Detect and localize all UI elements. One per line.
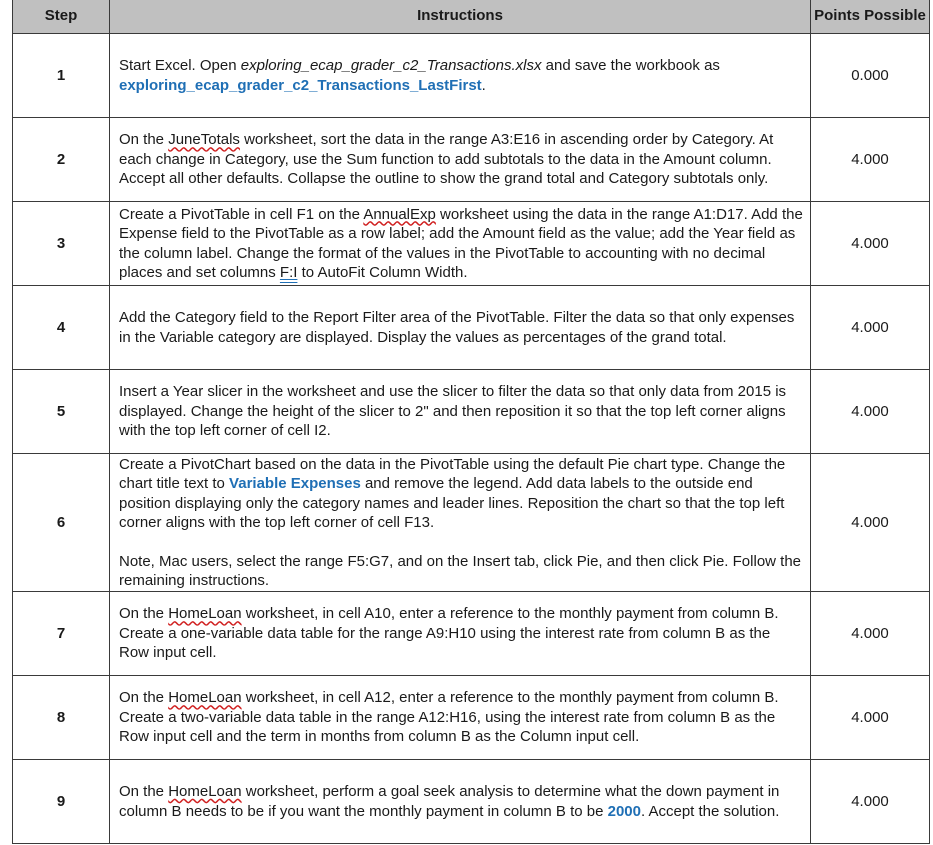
worksheet-name: HomeLoan [168, 783, 242, 800]
instruction-text: worksheet, in cell A12, enter a reference to the monthly payment from column B. Create a two-variable data table in the range A12:H16, using the interest rate from column B as the Row input cell and the term in months from column B as the Column input cell. [119, 689, 779, 746]
points-value: 4.000 [811, 202, 930, 286]
points-value: 4.000 [811, 118, 930, 202]
step-number: 5 [13, 370, 110, 454]
worksheet-name: HomeLoan [168, 605, 242, 623]
step-number: 1 [13, 34, 110, 118]
points-value: 4.000 [811, 676, 930, 760]
instruction-text: Create a PivotChart based on the data in the PivotTable using the default Pie chart type. Change the chart title text to [119, 455, 786, 492]
mac-users-note: Note, Mac users, select the range F5:G7, and on the Insert tab, click Pie, and then click Pie. Follow the remaining instructions. [119, 552, 802, 589]
points-value: 4.000 [811, 454, 930, 592]
worksheet-name: AnnualExp [363, 205, 436, 223]
instruction-text: and remove the legend. Add data labels to the outside end position displaying only the category names and leader lines. Reposition the chart so that the top left corner aligns with the top left corner of cell F13. [119, 475, 785, 531]
target-filename: exploring_ecap_grader_c2_Transactions_LastFirst [119, 76, 482, 94]
goal-seek-target-value: 2000 [607, 802, 641, 820]
instruction-text: worksheet, perform a goal seek analysis to determine what the down payment in column B needs to be if you want the monthly payment in column B to be [119, 783, 780, 820]
table-row-step-1 [13, 34, 930, 118]
header-step: Step [13, 0, 110, 34]
table-row-step-9 [13, 760, 930, 844]
instruction-text: On the [119, 689, 169, 707]
points-value: 0.000 [811, 34, 930, 118]
points-value: 4.000 [811, 760, 930, 844]
instruction-cell [110, 676, 811, 760]
column-range: F:I [279, 264, 298, 281]
instruction-text: worksheet, in cell A10, enter a reference to the monthly payment from column B. Create a one-variable data table for the range A9:H10 using the interest rate from column B as the Row input cell. [119, 605, 779, 662]
step-number: 4 [13, 286, 110, 370]
instruction-text: On the [119, 605, 169, 623]
instruction-cell [110, 286, 811, 370]
step-number: 6 [13, 454, 110, 592]
instruction-text: to AutoFit Column Width. [297, 264, 468, 281]
instruction-cell [110, 454, 811, 592]
step-number: 3 [13, 202, 110, 286]
header-instructions: Instructions [110, 0, 811, 34]
header-row [13, 0, 930, 34]
instruction-text: Create a PivotTable in cell F1 on the [119, 205, 364, 223]
instruction-text: worksheet using the data in the range A1:D17. Add the Expense field to the PivotTable as a row label; add the Amount field as the value; add the Year field as the column label. Change the format of the values in the PivotTable to accounting with no decimal places and set columns [119, 205, 803, 281]
table-row-step-4 [13, 286, 930, 370]
instruction-text: On the [119, 131, 169, 149]
instruction-text: Add the Category field to the Report Filter area of the PivotTable. Filter the data so that only expenses in the Variable category are displayed. Display the values as percentages of the grand total. [119, 309, 795, 346]
points-value: 4.000 [811, 370, 930, 454]
step-number: 8 [13, 676, 110, 760]
instruction-text: On the [119, 783, 169, 800]
step-number: 9 [13, 760, 110, 844]
grader-instructions-table [12, 0, 930, 844]
chart-title-value: Variable Expenses [229, 475, 361, 492]
points-value: 4.000 [811, 286, 930, 370]
table-row-step-7 [13, 592, 930, 676]
paragraph-gap [119, 533, 803, 552]
step-number: 7 [13, 592, 110, 676]
table-row-step-6 [13, 454, 930, 592]
instruction-cell [110, 760, 811, 844]
worksheet-name: JuneTotals [168, 131, 240, 149]
instruction-cell [110, 370, 811, 454]
instruction-cell [110, 202, 811, 286]
source-filename: exploring_ecap_grader_c2_Transactions.xlsx [240, 57, 542, 74]
points-value: 4.000 [811, 592, 930, 676]
instruction-text: Insert a Year slicer in the worksheet and use the slicer to filter the data so that only data from 2015 is displayed. Change the height of the slicer to 2" and then reposition it so that the top left corner aligns with the top left corner of cell I2. [119, 383, 787, 440]
instruction-text: . [481, 76, 486, 94]
instruction-text: Start Excel. Open [119, 57, 241, 74]
table-row-step-8 [13, 676, 930, 760]
table-row-step-3 [13, 202, 930, 286]
instruction-text: and save the workbook as [541, 57, 720, 74]
instruction-cell [110, 34, 811, 118]
instruction-text: worksheet, sort the data in the range A3:E16 in ascending order by Category. At each change in Category, use the Sum function to add subtotals to the data in the Amount column. Accept all other defaults. Collapse the outline to show the grand total and Category subtotals only. [119, 131, 774, 188]
instruction-text: . Accept the solution. [640, 802, 780, 820]
worksheet-name: HomeLoan [168, 689, 242, 707]
instruction-cell [110, 118, 811, 202]
instruction-cell [110, 592, 811, 676]
table-row-step-2 [13, 118, 930, 202]
table-row-step-5 [13, 370, 930, 454]
step-number: 2 [13, 118, 110, 202]
header-points-possible: Points Possible [811, 0, 930, 34]
